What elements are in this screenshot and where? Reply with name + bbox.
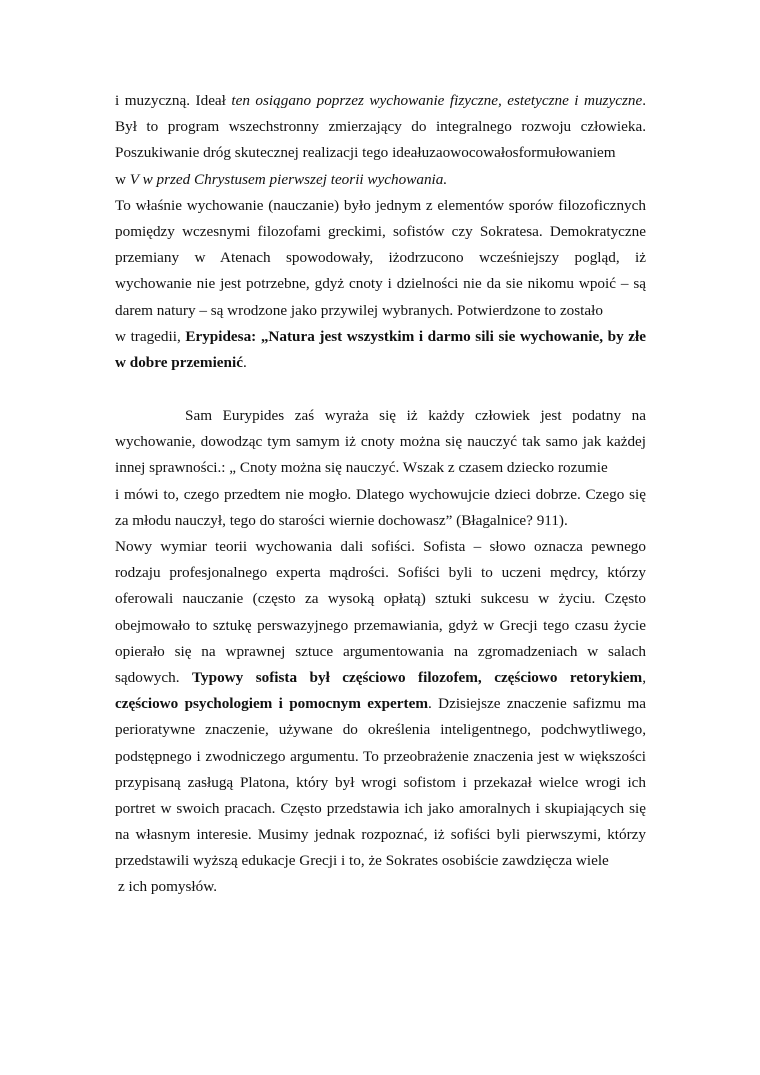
text-line bbox=[115, 770, 646, 796]
text-line bbox=[115, 639, 646, 665]
text-segment: perioratywne znaczenie, używane do określenia inteligentnego, podchwytliwego, bbox=[115, 721, 646, 739]
text-line bbox=[115, 114, 646, 140]
text-segment: Nowy wymiar teorii wychowania dali sofiści. Sofista – słowo oznacza pewnego bbox=[115, 538, 646, 555]
text-segment: Poszukiwanie dróg skutecznej realizacji tego ideałuzaowocowałosformułowaniem bbox=[115, 144, 616, 162]
paragraph-gap bbox=[115, 376, 646, 403]
text-segment: przypisaną zasługą Platona, który był wrogi sofistom i przekazał wielce wrogi ich bbox=[115, 773, 646, 791]
italic-text: V w przed Chrystusem pierwszej teorii wychowania. bbox=[129, 170, 448, 188]
text-line bbox=[115, 88, 646, 114]
text-segment: podstępnego i zwodniczego argumentu. To przeobrażenie znaczenia jest w większości bbox=[115, 747, 646, 765]
text-line bbox=[115, 429, 646, 455]
text-segment: wychowanie nie jest potrzebne, gdyż cnoty i dzielności nie da sie nikomu wpoić – są bbox=[115, 275, 646, 293]
text-segment: przemiany w Atenach spowodowały, iżodrzucono wcześniejszy pogląd, iż bbox=[115, 249, 646, 267]
text-line bbox=[115, 744, 646, 770]
text-segment: za młodu nauczył, tego do starości wiernie dochowasz” (Błagalnice? 911). bbox=[115, 511, 568, 529]
text-line bbox=[115, 822, 646, 848]
text-segment: Sam Eurypides zaś wyraża się iż każdy człowiek jest podatny na bbox=[185, 407, 646, 425]
text-segment: , bbox=[642, 668, 646, 686]
text-line bbox=[115, 613, 646, 639]
text-line bbox=[115, 403, 646, 429]
text-segment: przedstawili wyższą edukacje Grecji i to, że Sokrates osobiście zawdzięcza wiele bbox=[115, 852, 609, 870]
text-segment: darem natury – są wrodzone jako przywilej wybranych. Potwierdzone to zostało bbox=[115, 301, 603, 319]
bold-text: Erypidesa: „Natura jest wszystkim i darmo sili sie wychowanie, by złe bbox=[185, 327, 646, 345]
text-segment: obejmowało to sztukę perswazyjnego przemawiania, gdyż w Grecji tego czasu życie bbox=[115, 616, 646, 634]
text-line bbox=[115, 796, 646, 822]
text-line bbox=[115, 691, 646, 717]
text-line bbox=[115, 219, 646, 245]
bold-text: w dobre przemienić bbox=[115, 353, 243, 371]
text-line bbox=[115, 271, 646, 297]
text-segment: To właśnie wychowanie (nauczanie) było jednym z elementów sporów filozoficznych bbox=[115, 196, 646, 214]
text-segment: i muzyczną. Ideał bbox=[115, 92, 232, 109]
text-line bbox=[115, 717, 646, 743]
text-line bbox=[115, 586, 646, 612]
text-segment: w tragedii, bbox=[115, 327, 186, 345]
body-text bbox=[115, 88, 646, 901]
text-segment: wychowanie, dowodząc tym samym iż cnoty można się nauczyć tak samo jak każdej bbox=[115, 433, 646, 451]
text-segment: opierało się na wprawnej sztuce argumentowania na zgromadzeniach w salach bbox=[115, 642, 646, 660]
text-segment: . Dzisiejsze znaczenie safizmu ma bbox=[427, 695, 646, 713]
text-line bbox=[115, 455, 646, 481]
text-segment: sądowych. bbox=[115, 668, 193, 686]
text-line bbox=[115, 874, 646, 900]
text-line bbox=[115, 482, 646, 508]
text-segment: i mówi to, czego przedtem nie mogło. Dlatego wychowujcie dzieci dobrze. Czego się bbox=[115, 485, 646, 503]
text-segment: innej sprawności.: „ Cnoty można się nauczyć. Wszak z czasem dziecko rozumie bbox=[115, 459, 608, 477]
text-segment: na własnym interesie. Musimy jednak rozpoznać, iż sofiści byli pierwszymi, którzy bbox=[115, 826, 646, 844]
text-segment: . bbox=[242, 353, 247, 371]
bold-text: Typowy sofista był częściowo filozofem, częściowo retorykiem bbox=[192, 668, 643, 686]
text-segment: portret w swoich pracach. Często przedstawia ich jako amoralnych i skupiających się bbox=[115, 799, 646, 817]
text-line bbox=[115, 324, 646, 350]
text-line bbox=[115, 848, 646, 874]
text-segment: z ich pomysłów. bbox=[118, 878, 217, 896]
bold-text: częściowo psychologiem i pomocnym expertem bbox=[115, 695, 428, 713]
text-line bbox=[115, 508, 646, 534]
text-segment: Był to program wszechstronny zmierzający do integralnego rozwoju człowieka. bbox=[115, 118, 646, 136]
text-line bbox=[115, 167, 646, 193]
text-line bbox=[115, 665, 646, 691]
text-line bbox=[115, 245, 646, 271]
text-line bbox=[115, 560, 646, 586]
text-line bbox=[115, 140, 646, 166]
text-line bbox=[115, 193, 646, 219]
text-segment: oferowali nauczanie (często za wysoką opłatą) sztuki sukcesu w życiu. Często bbox=[115, 590, 646, 608]
text-segment: rodzaju profesjonalnego experta mądrości. Sofiści byli to uczeni mędrcy, którzy bbox=[115, 564, 646, 582]
text-line bbox=[115, 534, 646, 560]
text-line bbox=[115, 298, 646, 324]
text-segment: . bbox=[642, 92, 646, 109]
text-segment: w bbox=[115, 170, 130, 188]
text-line bbox=[115, 350, 646, 376]
italic-text: ten osiągano poprzez wychowanie fizyczne, estetyczne i muzyczne bbox=[231, 92, 643, 109]
text-segment: pomiędzy wczesnymi filozofami greckimi, sofistów czy Sokratesa. Demokratyczne bbox=[115, 222, 646, 240]
